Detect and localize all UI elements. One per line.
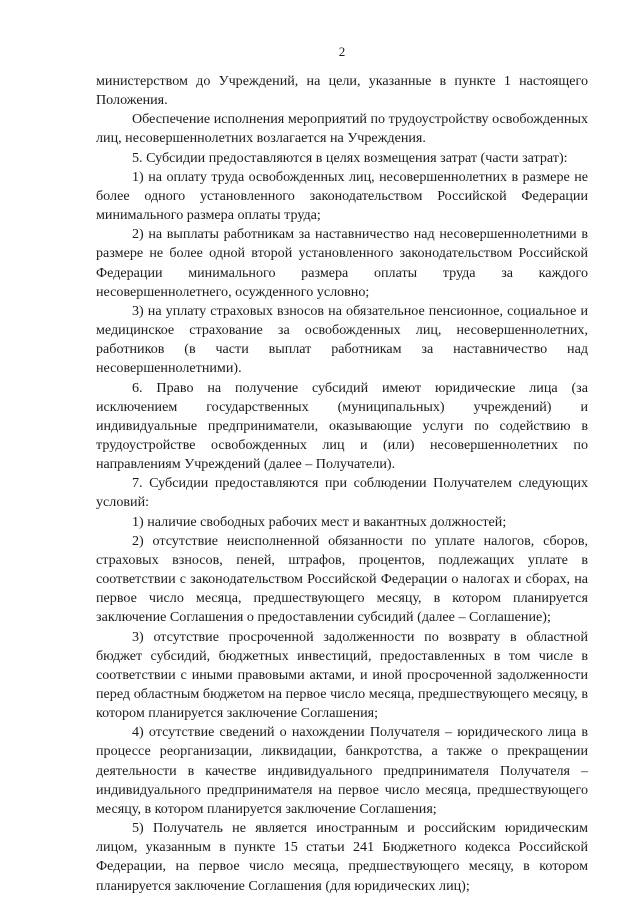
paragraph-item-7-1: 1) наличие свободных рабочих мест и вакантных должностей; [132, 513, 507, 530]
paragraph-item-6: 6. Право на получение субсидий имеют юридические лица (за исключением государственных (муниципальных) учреждений) и индивидуальные предприниматели, оказывающие услуги по содействию в трудоустройстве освобожденных лиц и (или) несовершеннолетних по направлениям Учреждений (далее – Получатели). [96, 379, 588, 473]
paragraph-item-7: 7. Субсидии предоставляются при соблюдении Получателем следующих условий: [96, 475, 588, 511]
paragraph-item-5: 5. Субсидии предоставляются в целях возмещения затрат (части затрат): [132, 149, 568, 166]
document-page [96, 44, 588, 896]
paragraph-item-7-5: 5) Получатель не является иностранным и российским юридическим лицом, указанным в пункте 15 статьи 241 Бюджетного кодекса Российской Федерации, на первое число месяца, предшествующего месяцу, в котором планируется заключение Соглашения (для юридических лиц); [96, 820, 588, 894]
paragraph-item-7-3: 3) отсутствие просроченной задолженности по возврату в областной бюджет субсидий, бюджетных инвестиций, предоставленных в том числе в соответствии с иными правовыми актами, и иной просроченной задолженности перед областным бюджетом на первое число месяца, предшествующего месяцу, в котором планируется заключение Соглашения; [96, 628, 588, 722]
paragraph-item-7-4: 4) отсутствие сведений о нахождении Получателя – юридического лица в процессе реорганизации, ликвидации, банкротства, а также о прекращении деятельности в качестве индивидуального предпринимателя Получателя – индивидуального предпринимателя на первое число месяца, предшествующего месяцу, в котором планируется заключение Соглашения; [96, 724, 588, 817]
paragraph-responsibility: Обеспечение исполнения мероприятий по трудоустройству освобожденных лиц, несовершеннолетних возлагается на Учреждения. [96, 111, 588, 147]
page-number: 2 [338, 44, 346, 59]
paragraph-item-5-3: 3) на уплату страховых взносов на обязательное пенсионное, социальное и медицинское страхование за освобожденных лиц, несовершеннолетних, работников (в части выплат работникам за наставничество над несовершеннолетними). [96, 302, 588, 377]
paragraph-continuation: министерством до Учреждений, на цели, указанные в пункте 1 настоящего Положения. [96, 73, 588, 109]
paragraph-item-5-1: 1) на оплату труда освобожденных лиц, несовершеннолетних в размере не более одного установленного законодательством Российской Федерации минимального размера оплаты труда; [96, 168, 588, 224]
paragraph-item-5-2: 2) на выплаты работникам за наставничество над несовершеннолетними в размере не более одной второй установленного законодательством Российской Федерации минимального размера оплаты труда за каждого несовершеннолетнего, осужденного условно; [96, 226, 588, 300]
paragraph-item-7-2: 2) отсутствие неисполненной обязанности по уплате налогов, сборов, страховых взносов, пеней, штрафов, процентов, подлежащих уплате в соответствии с законодательством Российской Федерации о налогах и сборах, на первое число месяца, предшествующего месяцу, в котором планируется заключение Соглашения о предоставлении субсидий (далее – Соглашение); [96, 532, 588, 626]
